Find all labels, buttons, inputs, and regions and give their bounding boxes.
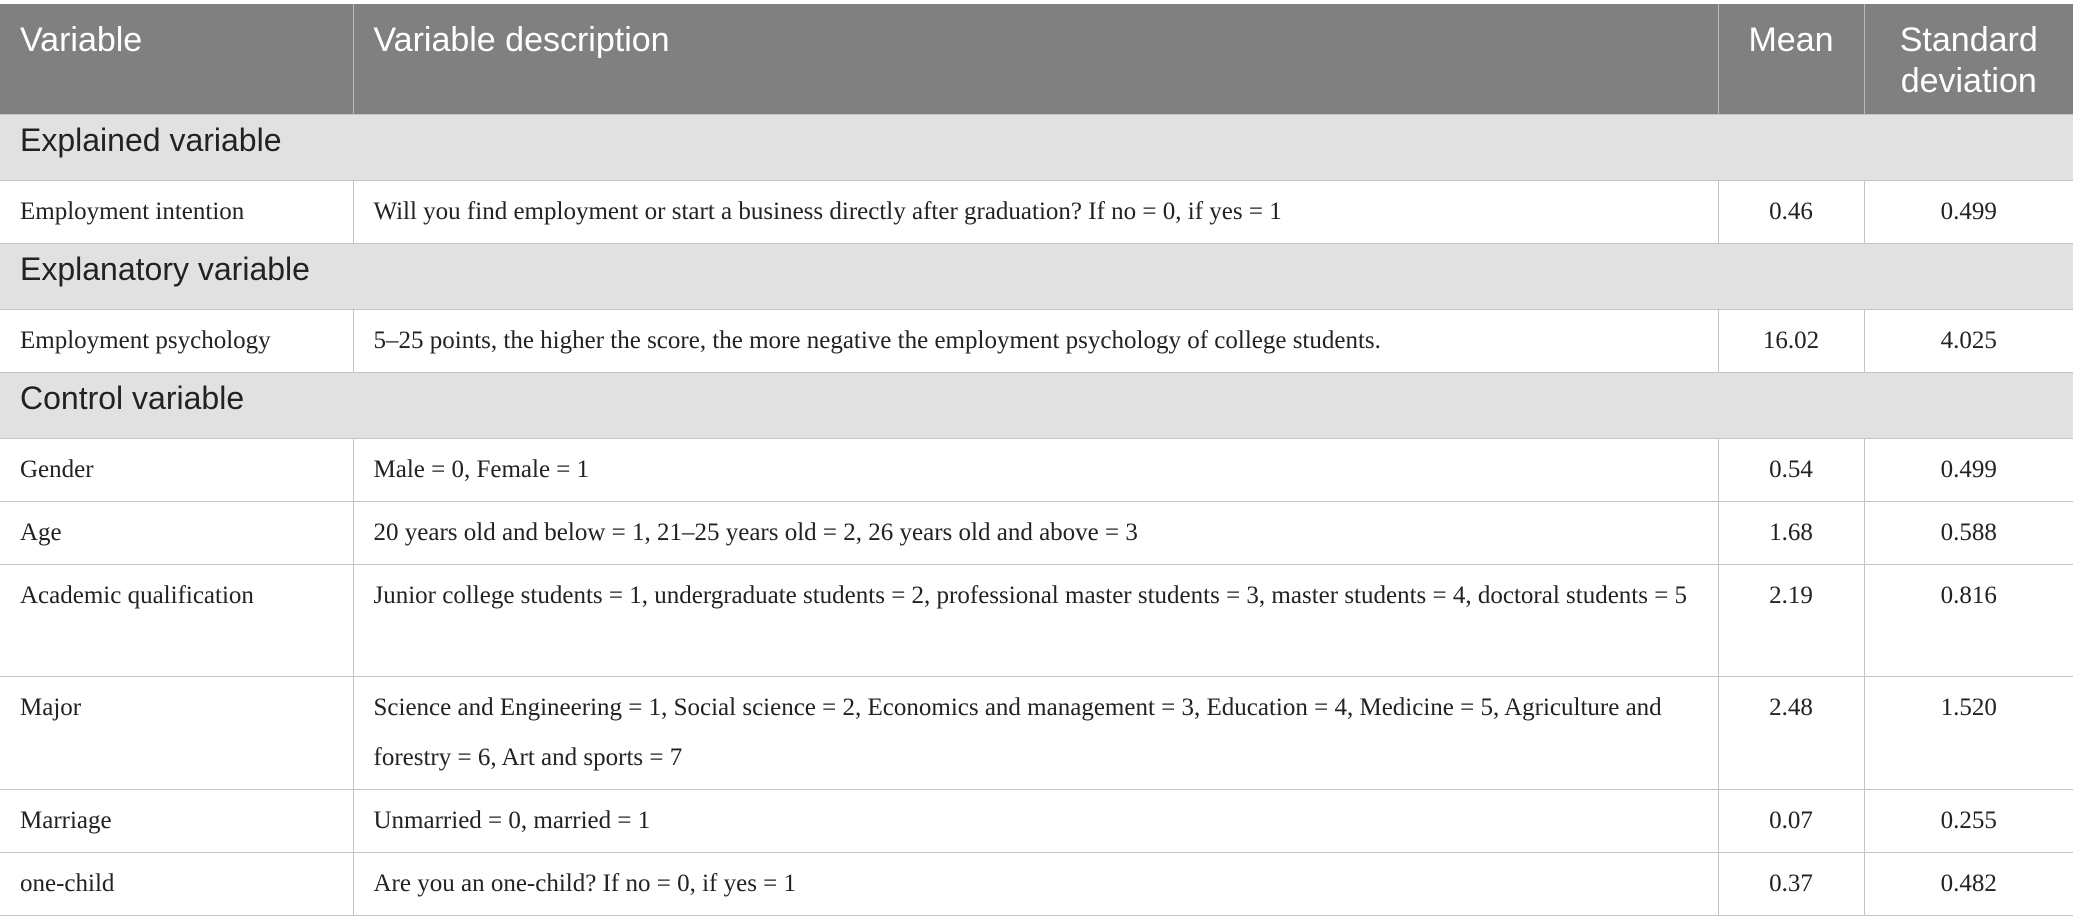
table-row <box>0 790 2073 853</box>
cell-description: Unmarried = 0, married = 1 <box>353 790 1718 853</box>
cell-description: 5–25 points, the higher the score, the more negative the employment psychology of college students. <box>353 310 1718 373</box>
header-variable: Variable <box>0 4 353 115</box>
table-row <box>0 677 2073 790</box>
table-row <box>0 439 2073 502</box>
header-sd: Standard deviation <box>1864 4 2073 115</box>
section-row <box>0 373 2073 439</box>
variable-table <box>0 4 2073 916</box>
cell-variable: Major <box>0 677 353 790</box>
table-row <box>0 565 2073 677</box>
section-row <box>0 244 2073 310</box>
cell-sd: 0.499 <box>1864 181 2073 244</box>
cell-mean: 16.02 <box>1718 310 1864 373</box>
section-title: Explained variable <box>0 115 2073 181</box>
cell-mean: 2.19 <box>1718 565 1864 677</box>
cell-variable: Gender <box>0 439 353 502</box>
cell-mean: 2.48 <box>1718 677 1864 790</box>
cell-variable: Employment intention <box>0 181 353 244</box>
table-header <box>0 4 2073 115</box>
cell-variable: Academic qualification <box>0 565 353 677</box>
cell-description: 20 years old and below = 1, 21–25 years old = 2, 26 years old and above = 3 <box>353 502 1718 565</box>
section-title: Control variable <box>0 373 2073 439</box>
cell-sd: 1.520 <box>1864 677 2073 790</box>
cell-mean: 0.54 <box>1718 439 1864 502</box>
cell-mean: 1.68 <box>1718 502 1864 565</box>
cell-sd: 0.816 <box>1864 565 2073 677</box>
cell-mean: 0.46 <box>1718 181 1864 244</box>
header-mean: Mean <box>1718 4 1864 115</box>
section-row <box>0 115 2073 181</box>
cell-mean: 0.37 <box>1718 853 1864 916</box>
cell-description: Junior college students = 1, undergraduate students = 2, professional master students = 3, master students = 4, doctoral students = 5 <box>353 565 1718 677</box>
cell-sd: 0.482 <box>1864 853 2073 916</box>
table-body <box>0 115 2073 916</box>
cell-sd: 0.255 <box>1864 790 2073 853</box>
table-row <box>0 853 2073 916</box>
table-row <box>0 310 2073 373</box>
cell-variable: Marriage <box>0 790 353 853</box>
table-row <box>0 181 2073 244</box>
cell-sd: 4.025 <box>1864 310 2073 373</box>
cell-mean: 0.07 <box>1718 790 1864 853</box>
cell-description: Will you find employment or start a business directly after graduation? If no = 0, if yes = 1 <box>353 181 1718 244</box>
header-row <box>0 4 2073 115</box>
header-description: Variable description <box>353 4 1718 115</box>
section-title: Explanatory variable <box>0 244 2073 310</box>
cell-variable: one-child <box>0 853 353 916</box>
cell-description: Science and Engineering = 1, Social science = 2, Economics and management = 3, Education = 4, Medicine = 5, Agriculture and forestry = 6, Art and sports = 7 <box>353 677 1718 790</box>
variable-table-container <box>0 4 2073 916</box>
cell-description: Are you an one-child? If no = 0, if yes = 1 <box>353 853 1718 916</box>
cell-description: Male = 0, Female = 1 <box>353 439 1718 502</box>
cell-variable: Employment psychology <box>0 310 353 373</box>
table-row <box>0 502 2073 565</box>
cell-sd: 0.588 <box>1864 502 2073 565</box>
cell-sd: 0.499 <box>1864 439 2073 502</box>
cell-variable: Age <box>0 502 353 565</box>
